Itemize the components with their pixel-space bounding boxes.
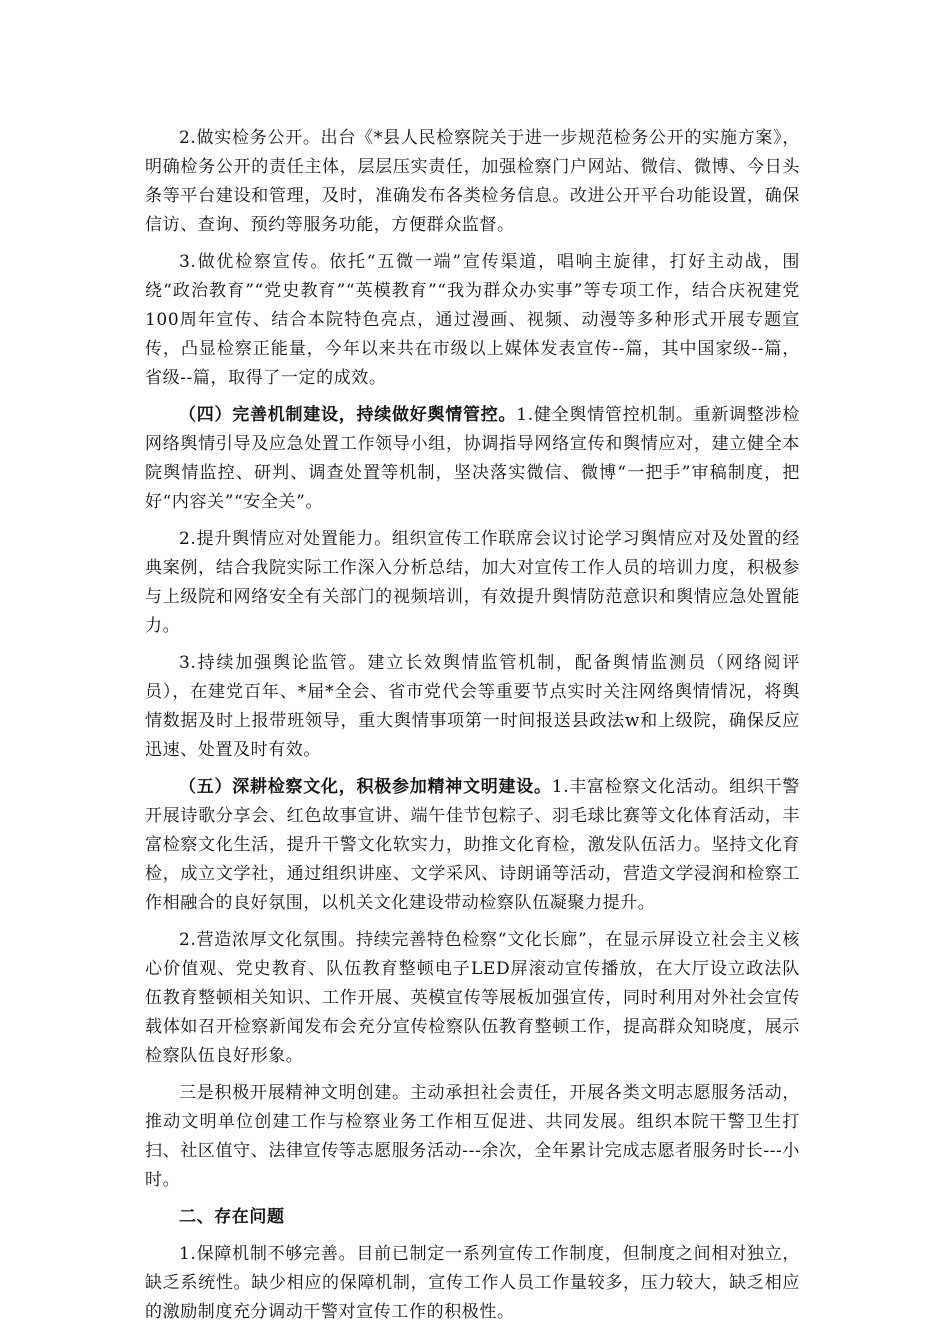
paragraph-text: 1.健全舆情管控机制。重新调整涉检网络舆情引导及应急处置工作领导小组，协调指导网络宣传和舆情应对，建立健全本院舆情监控、研判、调查处置等机制，坚决落实微信、微博“一把手”审稿制度，把好“内容关”“安全关”。 (145, 405, 800, 512)
subsection-heading-four: （四）完善机制建设，持续做好舆情管控。 (179, 405, 517, 425)
paragraph-text: 3.持续加强舆论监管。建立长效舆情监管机制，配备舆情监测员（网络阅评员），在建党百年、*届*全会、省市党代会等重要节点实时关注网络舆情情况，将舆情数据及时上报带班领导，重大舆情事项第一时间报送县政法w和上级院，确保反应迅速、处置及时有效。 (145, 653, 800, 760)
paragraph-text: 三是积极开展精神文明创建。主动承担社会责任，开展各类文明志愿服务活动，推动文明单位创建工作与检察业务工作相互促进、共同发展。组织本院干警卫生打扫、社区值守、法律宣传等志愿服务活动---余次，全年累计完成志愿者服务时长---小时。 (145, 1083, 800, 1190)
paragraph-open-prosecution (145, 124, 800, 240)
section-heading-problems: 二、存在问题 (179, 1207, 285, 1227)
document-body (145, 124, 800, 1335)
paragraph-opinion-supervision (145, 649, 800, 765)
paragraph-guarantee-mechanism (145, 1240, 800, 1327)
paragraph-text: 2.营造浓厚文化氛围。持续完善特色检察“文化长廊”，在显示屏设立社会主义核心价值观、党史教育、队伍教育整顿电子LED屏滚动宣传播放，在大厅设立政法队伍教育整顿相关知识、工作开展、英模宣传等展板加强宣传，同时利用对外社会宣传载体如召开检察新闻发布会充分宣传检察队伍教育整顿工作，提高群众知晓度，展示检察队伍良好形象。 (145, 930, 800, 1066)
paragraph-cultural-atmosphere (145, 926, 800, 1071)
paragraph-civilization-creation (145, 1079, 800, 1195)
paragraph-section-five (145, 773, 800, 918)
paragraph-text: 3.做优检察宣传。依托“五微一端”宣传渠道，唱响主旋律，打好主动战，围绕“政治教育”“党史教育”“英模教育”“我为群众办实事”等专项工作，结合庆祝建党100周年宣传、结合本院特色亮点，通过漫画、视频、动漫等多种形式开展专题宣传，凸显检察正能量，今年以来共在市级以上媒体发表宣传--篇，其中国家级--篇，省级--篇，取得了一定的成效。 (145, 252, 800, 388)
subsection-heading-five: （五）深耕检察文化，积极参加精神文明建设。 (179, 777, 552, 797)
paragraph-publicity (145, 248, 800, 393)
paragraph-text: 2.提升舆情应对处置能力。组织宣传工作联席会议讨论学习舆情应对及处置的经典案例，结合我院实际工作深入分析总结，加大对宣传工作人员的培训力度，积极参与上级院和网络安全有关部门的视频培训，有效提升舆情防范意识和舆情应急处置能力。 (145, 529, 800, 636)
paragraph-text: 1.保障机制不够完善。目前已制定一系列宣传工作制度，但制度之间相对独立，缺乏系统性。缺少相应的保障机制，宣传工作人员工作量较多，压力较大，缺乏相应的激励制度充分调动干警对宣传工作的积极性。 (145, 1244, 800, 1322)
paragraph-section-four (145, 401, 800, 517)
paragraph-response-capability (145, 525, 800, 641)
paragraph-text: 1.丰富检察文化活动。组织干警开展诗歌分享会、红色故事宣讲、端午佳节包粽子、羽毛球比赛等文化体育活动，丰富检察文化生活，提升干警文化软实力，助推文化育检，激发队伍活力。坚持文化育检，成立文学社，通过组织讲座、文学采风、诗朗诵等活动，营造文学浸润和检察工作相融合的良好氛围，以机关文化建设带动检察队伍凝聚力提升。 (145, 777, 800, 913)
paragraph-text: 2.做实检务公开。出台《*县人民检察院关于进一步规范检务公开的实施方案》，明确检务公开的责任主体，层层压实责任，加强检察门户网站、微信、微博、今日头条等平台建设和管理，及时，准确发布各类检务信息。改进公开平台功能设置，确保信访、查询、预约等服务功能，方便群众监督。 (145, 128, 800, 235)
